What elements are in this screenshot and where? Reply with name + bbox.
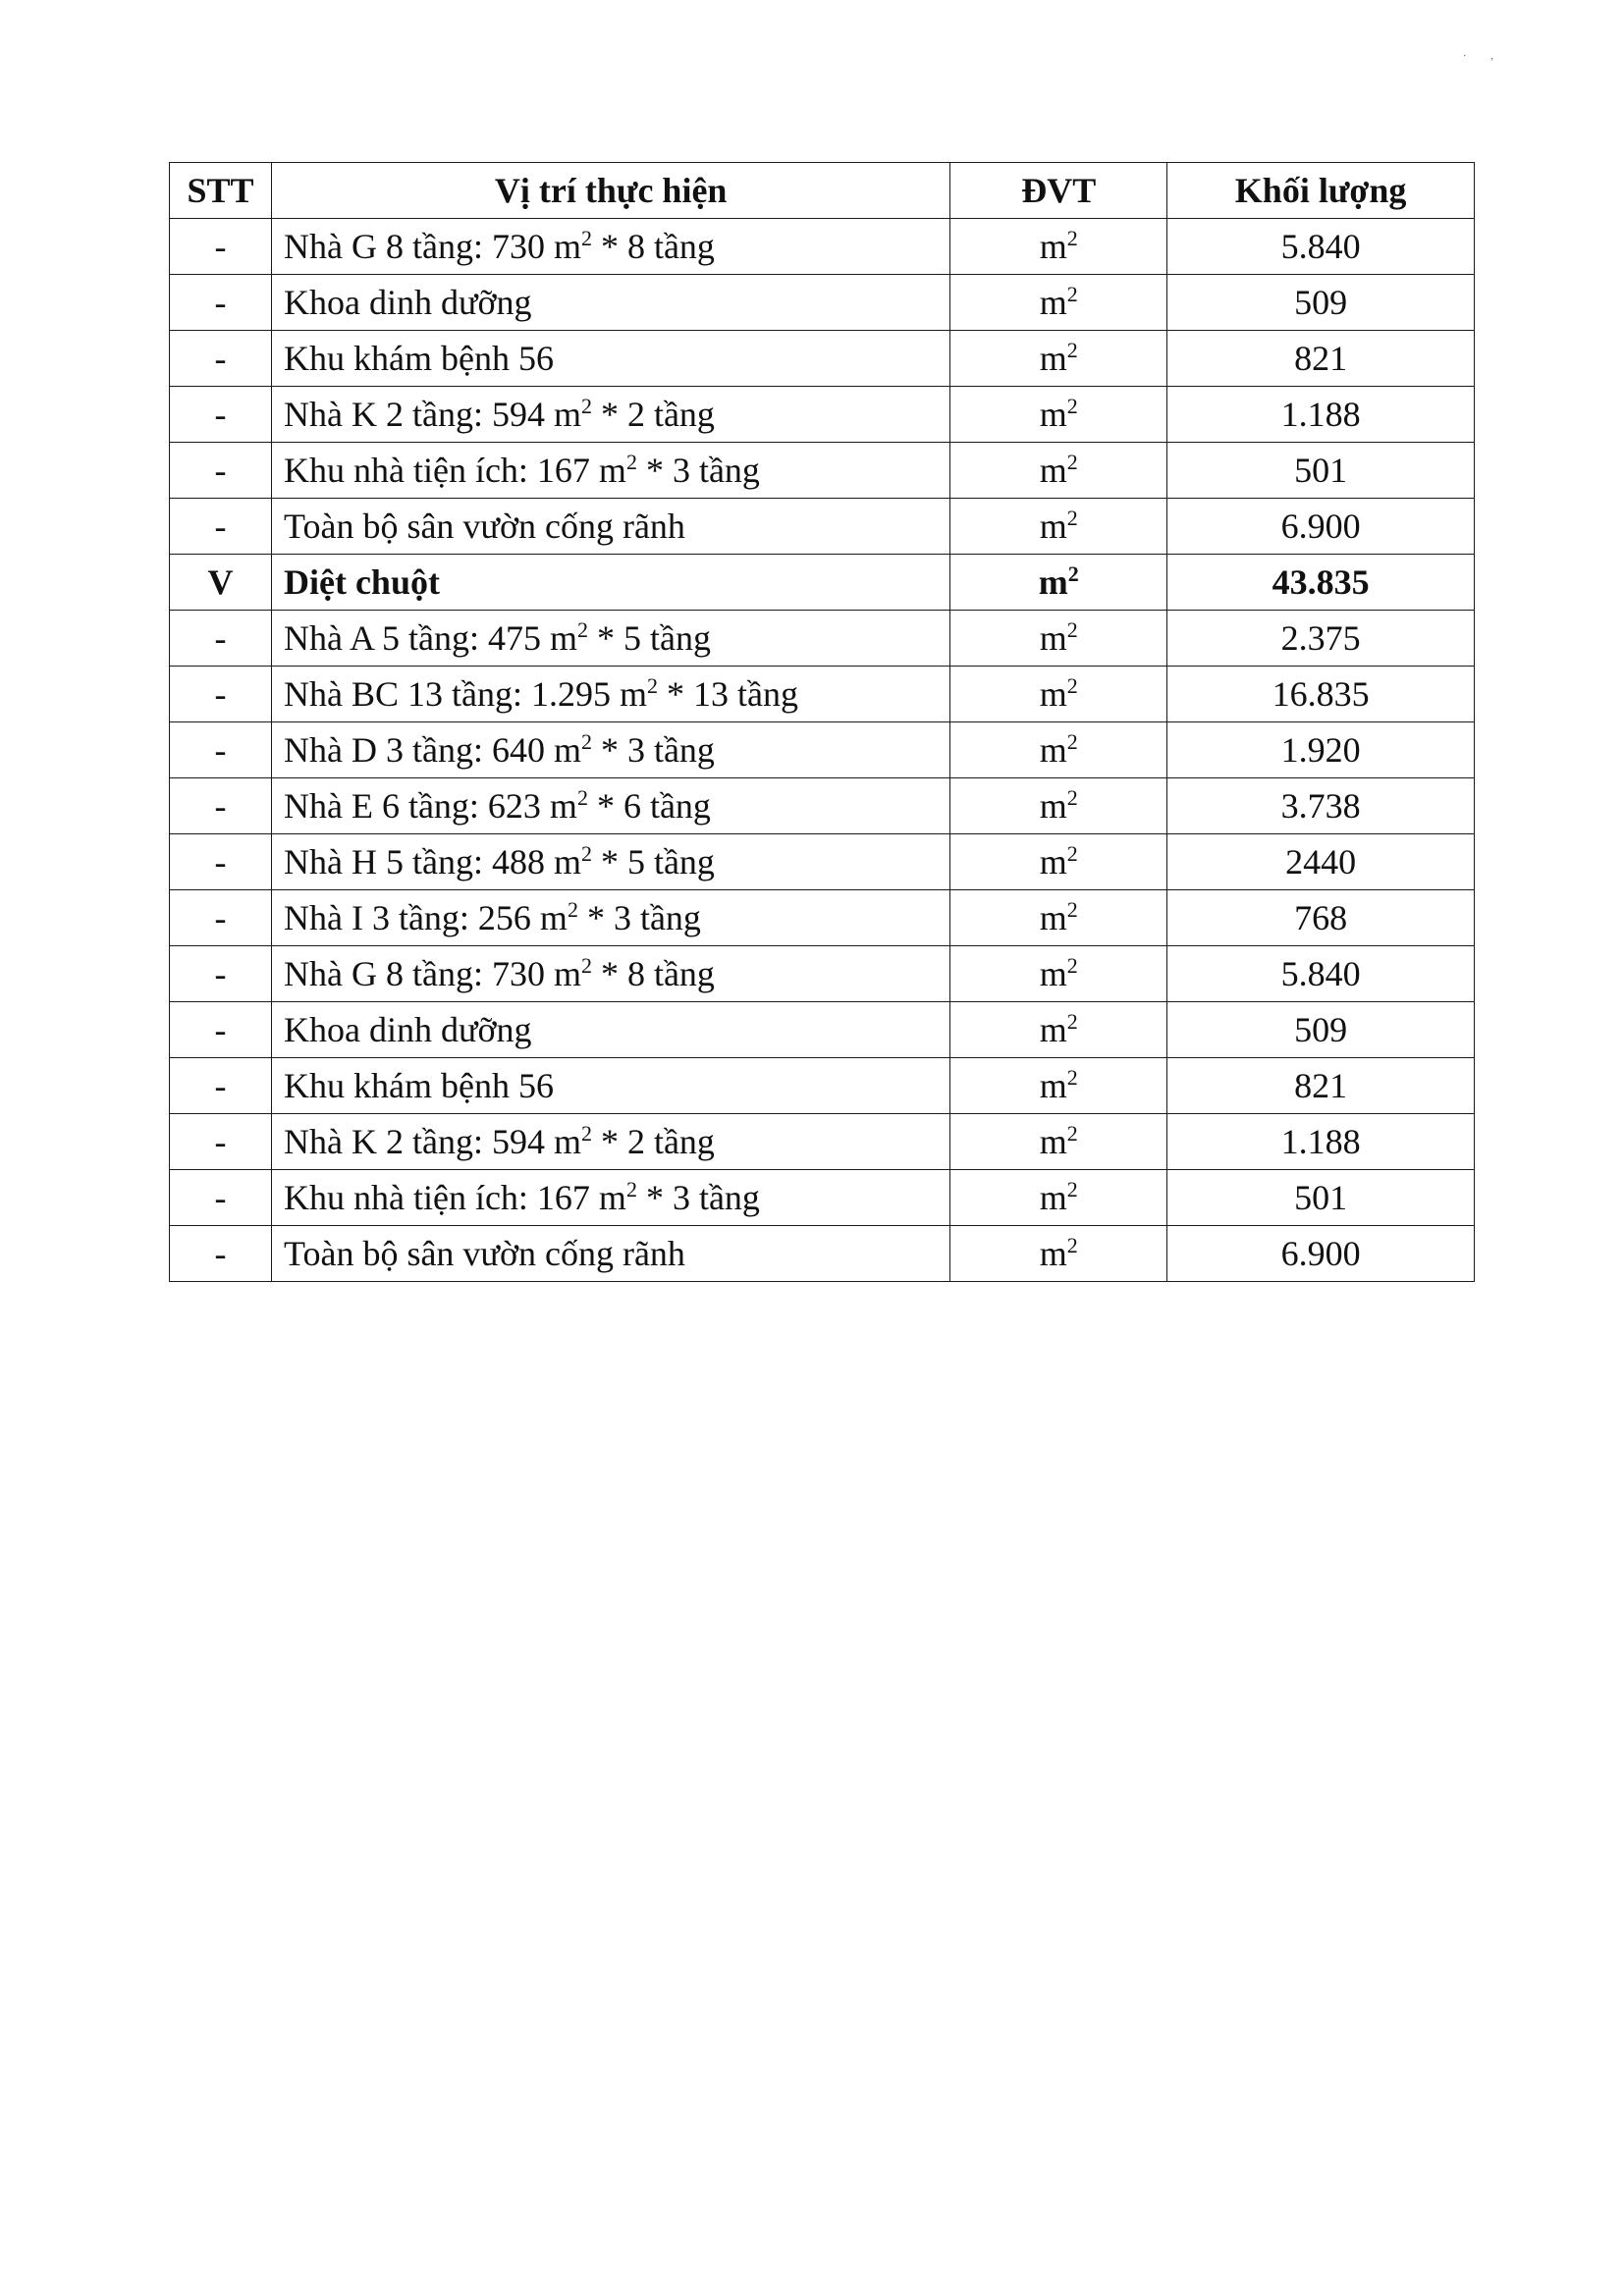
- row-unit: [950, 219, 1167, 275]
- row-unit: [950, 331, 1167, 387]
- row-quantity: 2440: [1167, 834, 1475, 890]
- unit-text: m: [1039, 1234, 1067, 1273]
- row-stt: -: [170, 946, 272, 1002]
- row-unit: [950, 1058, 1167, 1114]
- unit-superscript: 2: [1066, 226, 1078, 250]
- unit-superscript: 2: [1067, 561, 1079, 586]
- location-suffix: * 2 tầng: [591, 395, 715, 434]
- header-stt: STT: [170, 163, 272, 219]
- unit-text: m: [1039, 618, 1067, 658]
- group-row: [170, 555, 1475, 611]
- unit-superscript: 2: [1066, 617, 1078, 642]
- table-row: [170, 946, 1475, 1002]
- row-unit: [950, 1114, 1167, 1170]
- location-suffix: * 6 tầng: [587, 786, 711, 826]
- row-quantity: 501: [1167, 443, 1475, 499]
- location-suffix: * 3 tầng: [636, 451, 760, 490]
- location-text: Khoa dinh dưỡng: [283, 1010, 532, 1049]
- location-text: Nhà D 3 tầng: 640 m: [283, 730, 581, 770]
- row-quantity: 6.900: [1167, 499, 1475, 555]
- location-suffix: * 5 tầng: [591, 842, 715, 881]
- header-unit: ĐVT: [950, 163, 1167, 219]
- row-stt: -: [170, 722, 272, 778]
- row-unit: [950, 946, 1167, 1002]
- location-text: Nhà E 6 tầng: 623 m: [283, 786, 577, 826]
- location-suffix: * 8 tầng: [591, 227, 715, 266]
- location-superscript: 2: [646, 673, 658, 698]
- row-quantity: 768: [1167, 890, 1475, 946]
- unit-superscript: 2: [1066, 1121, 1078, 1146]
- unit-superscript: 2: [1066, 673, 1078, 698]
- row-location: [271, 946, 949, 1002]
- location-text: Khu nhà tiện ích: 167 m: [283, 451, 626, 490]
- table-row: [170, 1114, 1475, 1170]
- unit-superscript: 2: [1066, 506, 1078, 530]
- header-quantity: Khối lượng: [1167, 163, 1475, 219]
- location-text: Diệt chuột: [283, 562, 440, 602]
- header-location: Vị trí thực hiện: [271, 163, 949, 219]
- location-suffix: * 3 tầng: [636, 1178, 760, 1217]
- table-row: [170, 778, 1475, 834]
- volume-table: [169, 162, 1475, 1282]
- location-text: Nhà G 8 tầng: 730 m: [283, 954, 581, 993]
- table-row: [170, 443, 1475, 499]
- row-location: [271, 387, 949, 443]
- row-stt: -: [170, 1170, 272, 1226]
- table-row: [170, 499, 1475, 555]
- unit-superscript: 2: [1066, 450, 1078, 474]
- row-location: [271, 1114, 949, 1170]
- location-suffix: * 13 tầng: [657, 674, 798, 714]
- unit-text: m: [1039, 339, 1067, 378]
- location-superscript: 2: [625, 450, 637, 474]
- table-row: [170, 611, 1475, 667]
- row-location: [271, 667, 949, 722]
- row-unit: [950, 1002, 1167, 1058]
- row-stt: -: [170, 667, 272, 722]
- unit-text: m: [1039, 842, 1067, 881]
- table-row: [170, 1170, 1475, 1226]
- unit-superscript: 2: [1066, 1065, 1078, 1090]
- location-superscript: 2: [625, 1177, 637, 1201]
- row-stt: -: [170, 331, 272, 387]
- row-location: [271, 834, 949, 890]
- row-location: [271, 1226, 949, 1282]
- row-unit: [950, 1226, 1167, 1282]
- row-stt: -: [170, 387, 272, 443]
- row-quantity: 5.840: [1167, 219, 1475, 275]
- row-unit: [950, 443, 1167, 499]
- row-location: [271, 275, 949, 331]
- row-location: [271, 443, 949, 499]
- unit-superscript: 2: [1066, 953, 1078, 978]
- unit-text: m: [1039, 674, 1067, 714]
- row-stt: V: [170, 555, 272, 611]
- unit-superscript: 2: [1066, 729, 1078, 754]
- location-text: Khu khám bệnh 56: [283, 1066, 554, 1105]
- unit-text: m: [1039, 898, 1067, 937]
- row-unit: [950, 275, 1167, 331]
- unit-superscript: 2: [1066, 1177, 1078, 1201]
- unit-text: m: [1039, 730, 1067, 770]
- unit-superscript: 2: [1066, 1233, 1078, 1257]
- unit-text: m: [1039, 395, 1067, 434]
- row-location: [271, 555, 949, 611]
- row-quantity: 1.188: [1167, 387, 1475, 443]
- row-unit: [950, 722, 1167, 778]
- unit-text: m: [1039, 1122, 1067, 1161]
- row-location: [271, 611, 949, 667]
- table-row: [170, 1226, 1475, 1282]
- row-location: [271, 331, 949, 387]
- row-quantity: 16.835: [1167, 667, 1475, 722]
- unit-superscript: 2: [1066, 897, 1078, 922]
- row-quantity: 5.840: [1167, 946, 1475, 1002]
- unit-superscript: 2: [1066, 282, 1078, 306]
- row-unit: [950, 778, 1167, 834]
- location-superscript: 2: [580, 226, 592, 250]
- location-text: Nhà BC 13 tầng: 1.295 m: [283, 674, 647, 714]
- unit-superscript: 2: [1066, 338, 1078, 362]
- row-stt: -: [170, 1226, 272, 1282]
- row-quantity: 509: [1167, 1002, 1475, 1058]
- table-row: [170, 667, 1475, 722]
- table-row: [170, 834, 1475, 890]
- location-suffix: * 3 tầng: [591, 730, 715, 770]
- row-location: [271, 778, 949, 834]
- row-quantity: 1.920: [1167, 722, 1475, 778]
- row-quantity: 821: [1167, 1058, 1475, 1114]
- row-stt: -: [170, 1002, 272, 1058]
- unit-text: m: [1039, 451, 1067, 490]
- row-stt: -: [170, 611, 272, 667]
- row-location: [271, 1002, 949, 1058]
- row-quantity: 43.835: [1167, 555, 1475, 611]
- location-text: Khoa dinh dưỡng: [283, 283, 532, 322]
- location-suffix: * 3 tầng: [577, 898, 701, 937]
- row-location: [271, 890, 949, 946]
- table-row: [170, 219, 1475, 275]
- row-unit: [950, 890, 1167, 946]
- unit-text: m: [1039, 227, 1067, 266]
- table-row: [170, 1058, 1475, 1114]
- table-row: [170, 890, 1475, 946]
- row-location: [271, 499, 949, 555]
- unit-superscript: 2: [1066, 394, 1078, 418]
- unit-superscript: 2: [1066, 1009, 1078, 1034]
- table-body: [170, 219, 1475, 1282]
- row-quantity: 2.375: [1167, 611, 1475, 667]
- location-superscript: 2: [580, 394, 592, 418]
- row-stt: -: [170, 1058, 272, 1114]
- table-row: [170, 275, 1475, 331]
- unit-text: m: [1039, 786, 1067, 826]
- location-text: Nhà I 3 tầng: 256 m: [283, 898, 568, 937]
- unit-superscript: 2: [1066, 785, 1078, 810]
- location-superscript: 2: [576, 785, 588, 810]
- location-superscript: 2: [576, 617, 588, 642]
- row-location: [271, 1058, 949, 1114]
- unit-text: m: [1039, 954, 1067, 993]
- scan-specks: · ,: [1463, 51, 1493, 62]
- row-stt: -: [170, 834, 272, 890]
- row-quantity: 501: [1167, 1170, 1475, 1226]
- row-quantity: 509: [1167, 275, 1475, 331]
- row-stt: -: [170, 890, 272, 946]
- row-location: [271, 1170, 949, 1226]
- location-text: Khu nhà tiện ích: 167 m: [283, 1178, 626, 1217]
- row-stt: -: [170, 219, 272, 275]
- row-unit: [950, 387, 1167, 443]
- location-text: Nhà G 8 tầng: 730 m: [283, 227, 581, 266]
- unit-text: m: [1039, 1066, 1067, 1105]
- location-text: Nhà K 2 tầng: 594 m: [283, 395, 581, 434]
- row-stt: -: [170, 1114, 272, 1170]
- location-superscript: 2: [580, 1121, 592, 1146]
- row-location: [271, 722, 949, 778]
- location-text: Toàn bộ sân vườn cống rãnh: [283, 507, 685, 546]
- row-stt: -: [170, 778, 272, 834]
- unit-text: m: [1039, 283, 1067, 322]
- location-text: Toàn bộ sân vườn cống rãnh: [283, 1234, 685, 1273]
- row-stt: -: [170, 443, 272, 499]
- location-superscript: 2: [580, 841, 592, 866]
- location-suffix: * 8 tầng: [591, 954, 715, 993]
- table-row: [170, 331, 1475, 387]
- row-quantity: 6.900: [1167, 1226, 1475, 1282]
- row-quantity: 821: [1167, 331, 1475, 387]
- location-superscript: 2: [580, 953, 592, 978]
- row-unit: [950, 834, 1167, 890]
- row-stt: -: [170, 499, 272, 555]
- header-row: [170, 163, 1475, 219]
- table-row: [170, 1002, 1475, 1058]
- table-row: [170, 722, 1475, 778]
- row-unit: [950, 667, 1167, 722]
- location-text: Nhà A 5 tầng: 475 m: [283, 618, 577, 658]
- row-stt: -: [170, 275, 272, 331]
- row-unit: [950, 499, 1167, 555]
- row-quantity: 3.738: [1167, 778, 1475, 834]
- table-row: [170, 387, 1475, 443]
- unit-text: m: [1039, 507, 1067, 546]
- row-unit: [950, 1170, 1167, 1226]
- unit-text: m: [1039, 1178, 1067, 1217]
- unit-text: m: [1038, 562, 1068, 602]
- unit-text: m: [1039, 1010, 1067, 1049]
- row-quantity: 1.188: [1167, 1114, 1475, 1170]
- location-superscript: 2: [580, 729, 592, 754]
- unit-superscript: 2: [1066, 841, 1078, 866]
- location-suffix: * 2 tầng: [591, 1122, 715, 1161]
- location-superscript: 2: [567, 897, 578, 922]
- row-unit: [950, 555, 1167, 611]
- location-suffix: * 5 tầng: [587, 618, 711, 658]
- row-unit: [950, 611, 1167, 667]
- row-location: [271, 219, 949, 275]
- location-text: Nhà K 2 tầng: 594 m: [283, 1122, 581, 1161]
- location-text: Nhà H 5 tầng: 488 m: [283, 842, 581, 881]
- location-text: Khu khám bệnh 56: [283, 339, 554, 378]
